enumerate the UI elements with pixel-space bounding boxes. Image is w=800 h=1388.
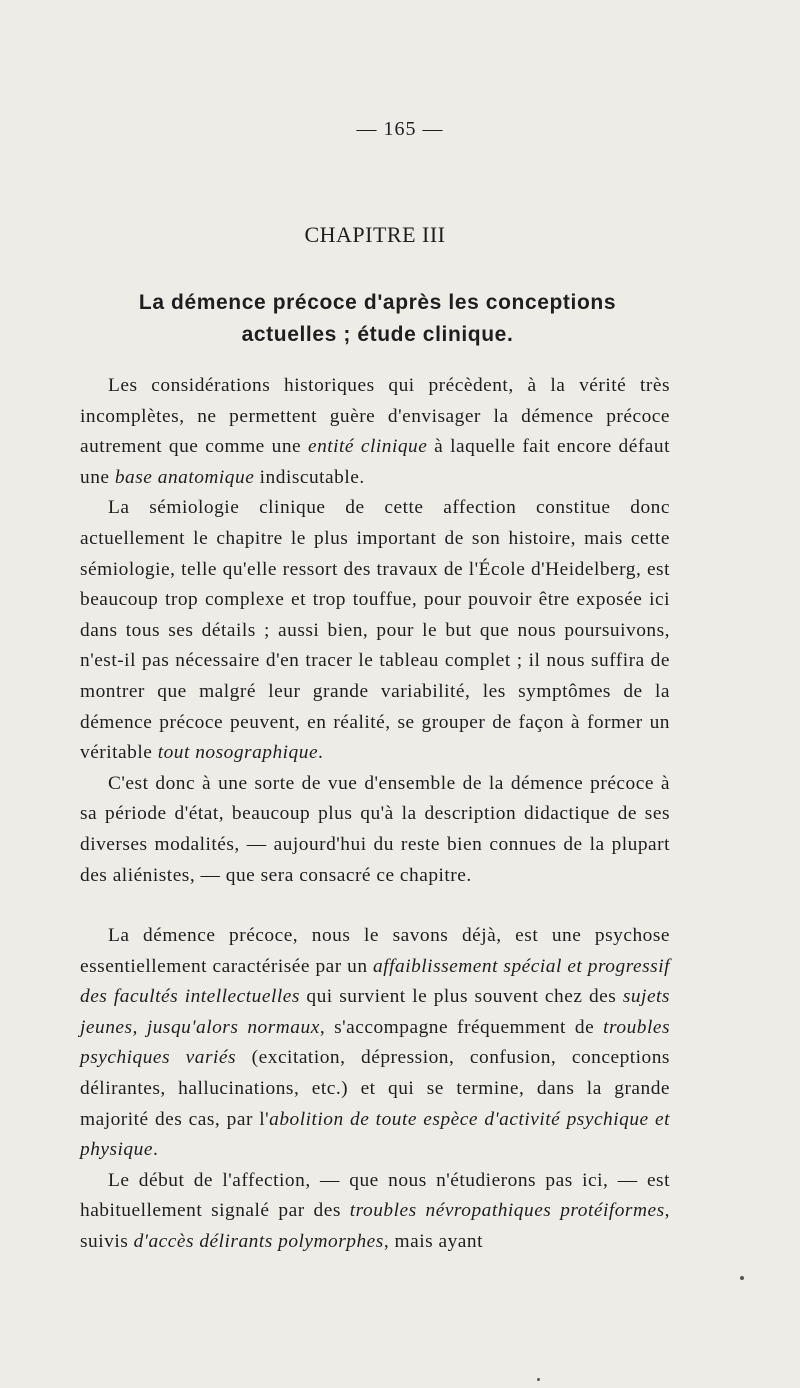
italic-run: entité clinique — [307, 436, 428, 458]
italic-run: abolition de toute espèce d'activité psychique et physique — [80, 1108, 670, 1161]
italic-run: troubles psychiques variés — [80, 1016, 670, 1069]
text-run: , mais ayant — [383, 1231, 483, 1253]
paragraph-3 — [80, 769, 670, 891]
text-run: C'est donc à une sorte de vue d'ensemble de la démence précoce à sa période d'état, beaucoup plus qu'à la description didactique de ses diverses modalités, — aujourd'hui du reste bien connues de la plupart des aliénistes, — que sera consacré ce chapitre. — [80, 772, 670, 886]
italic-run: base anatomique — [114, 466, 255, 488]
text-run: , suivis — [80, 1200, 670, 1253]
italic-run: d'accès délirants polymorphes — [133, 1231, 384, 1253]
paragraph-5 — [80, 1166, 670, 1258]
text-run: . — [152, 1139, 159, 1161]
text-run: Le début de l'affection, — que nous n'étudierons pas ici, — est habituellement signalé par des — [80, 1169, 670, 1222]
text-run: . — [318, 742, 324, 764]
text-run: La sémiologie clinique de cette affection constitue donc actuellement le chapitre le plus important de son histoire, mais cette sémiologie, telle qu'elle ressort des travaux de l'École d'Heidelberg, est beaucoup trop complexe et trop touffue, pour pouvoir être exposée ici dans tous ses détails ; aussi bien, pour le but que nous poursuivons, n'est-il pas nécessaire d'en tracer le tableau complet ; il nous suffira de montrer que malgré leur grande variabilité, les symptômes de la démence précoce peuvent, en réalité, se grouper de façon à former un véritable — [80, 497, 670, 764]
text-run: qui survient le plus souvent chez des — [299, 986, 623, 1008]
text-run: indiscutable. — [254, 466, 365, 488]
page-number: — 165 — — [356, 118, 444, 140]
body-text — [80, 371, 670, 1258]
chapter-title: La démence précoce d'après les conceptions actuelles ; étude clinique. — [138, 291, 617, 346]
italic-run: affaiblissement spécial et progressif des facultés intellectuelles — [80, 955, 670, 1008]
paragraph-1 — [80, 371, 670, 493]
chapter-label: CHAPITRE III — [304, 222, 446, 247]
paragraph-2 — [80, 493, 670, 768]
text-run: à laquelle fait encore défaut une — [80, 436, 670, 488]
italic-run: tout nosographique — [157, 742, 319, 764]
text-run: (excitation, dépression, confusion, conceptions délirantes, hallucinations, etc.) et qui se termine, dans la grande majorité des cas, par l' — [80, 1047, 670, 1130]
print-speck — [740, 1276, 744, 1280]
text-run: Les considérations historiques qui précèdent, à la vérité très incomplètes, ne permettent guère d'envisager la démence précoce autrement que comme une — [80, 375, 670, 458]
text-run: , s'accompagne fréquemment de — [319, 1016, 604, 1038]
print-speck — [537, 1378, 540, 1381]
italic-run: sujets jeunes, jusqu'alors normaux — [80, 986, 670, 1038]
italic-run: troubles névropathiques protéiformes — [349, 1200, 665, 1222]
paragraph-4 — [80, 921, 670, 1166]
text-run: La démence précoce, nous le savons déjà, est une psychose essentiellement caractérisée par un — [80, 925, 670, 977]
